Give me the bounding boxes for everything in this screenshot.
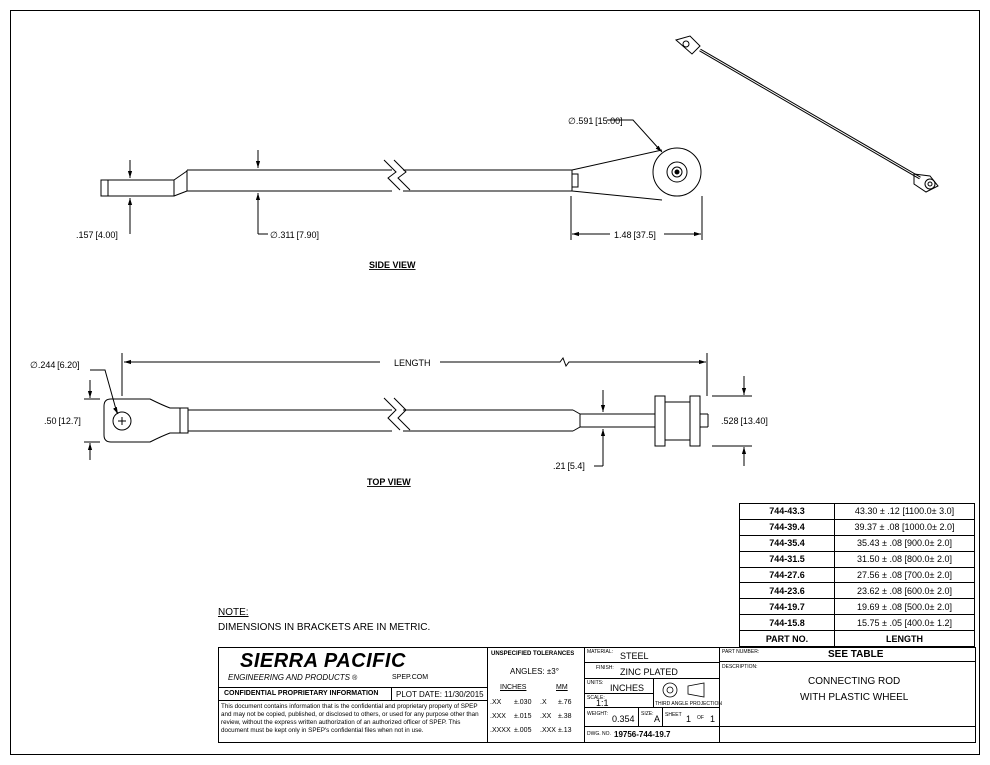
length-table (739, 503, 975, 647)
dim-hole-dia: ∅.244 [6.20] (30, 360, 80, 370)
top-view-label: TOP VIEW (367, 477, 411, 487)
tol-row-2: .XXXX ±.005 .XXX ±.13 (490, 727, 572, 734)
units-label: UNITS: (587, 680, 604, 686)
tol-mm-h: MM (556, 684, 568, 691)
table-row: 744-19.7 19.69 ± .08 [500.0± 2.0] (740, 599, 975, 615)
company-sub: ENGINEERING AND PRODUCTS ® (228, 673, 358, 682)
header-length: LENGTH (835, 631, 975, 647)
company-name: SIERRA PACIFIC (240, 650, 406, 672)
dim-rod-dia: ∅.311 [7.90] (270, 230, 320, 240)
dim-wheel-dia: ∅.591 [15.00] (568, 116, 623, 126)
size-label: SIZE: (641, 711, 654, 717)
tol-inches-h: INCHES (500, 684, 527, 691)
sheet-value: 1 (686, 714, 692, 724)
dim-length: LENGTH (394, 358, 431, 368)
dim-eye-width: .50 [12.7] (44, 416, 81, 426)
tol-row-1: .XXX ±.015 .XX ±.38 (490, 713, 572, 720)
dim-tip-thk: .157 [4.00] (76, 230, 118, 240)
weight-label: WEIGHT: (587, 711, 608, 717)
confidential-text: This document contains information that is the confidential and proprietary property of SPEP and may not be copied, published, or disclosed to others, or used for any purpose other than review, without the express written authorization of an authorized officer of SPEP. This document must be kept only in SPEP's confidential files when not in use. (221, 703, 479, 734)
table-row: 744-15.8 15.75 ± .05 [400.0± 1.2] (740, 615, 975, 631)
dim-end-len: 1.48 [37.5] (614, 230, 656, 240)
dwg-label: DWG. NO. (587, 731, 611, 737)
confidential-heading: CONFIDENTIAL PROPRIETARY INFORMATION (224, 690, 379, 697)
top-view (84, 353, 752, 466)
table-row: 744-31.5 31.50 ± .08 [800.0± 2.0] (740, 551, 975, 567)
company-website: SPEP.COM (392, 674, 429, 681)
weight-value: 0.354 (612, 714, 635, 724)
description-line-2: WITH PLASTIC WHEEL (800, 692, 909, 703)
scale-label: SCALE: (587, 695, 605, 701)
plot-date: PLOT DATE: 11/30/2015 (396, 690, 484, 699)
description-label: DESCRIPTION: (722, 664, 758, 670)
tol-row-0: .XX ±.030 .X ±.76 (490, 699, 572, 706)
table-row: 744-27.6 27.56 ± .08 [700.0± 2.0] (740, 567, 975, 583)
material-value: STEEL (620, 651, 649, 661)
dim-fork-width: .528 [13.40] (721, 416, 768, 426)
table-row: 744-39.4 39.37 ± .08 [1000.0± 2.0] (740, 519, 975, 535)
units-value: INCHES (610, 683, 645, 693)
side-view-label: SIDE VIEW (369, 260, 416, 270)
iso-view (676, 36, 938, 192)
dimension-labels (30, 116, 768, 487)
note-text: DIMENSIONS IN BRACKETS ARE IN METRIC. (218, 622, 431, 633)
scale-value: 1:1 (596, 698, 609, 708)
projection-label: THIRD ANGLE PROJECTION (655, 701, 722, 707)
registered-mark: ® (352, 675, 358, 682)
material-label: MATERIAL: (587, 649, 614, 655)
tol-angles: ANGLES: ±3° (510, 667, 559, 676)
dim-slot-width: .21 [5.4] (553, 461, 585, 471)
note-heading: NOTE: (218, 607, 249, 618)
part-number-value: SEE TABLE (828, 649, 884, 660)
finish-label: FINISH: (596, 665, 614, 671)
header-part: PART NO. (740, 631, 835, 647)
dwg-value: 19756-744-19.7 (614, 730, 671, 739)
third-angle-projection-icon (660, 681, 710, 699)
size-value: A (654, 714, 661, 724)
table-row: 744-43.3 43.30 ± .12 [1100.0± 3.0] (740, 504, 975, 520)
of-value: 1 (710, 714, 716, 724)
part-number-label: PART NUMBER: (722, 649, 760, 655)
plot-divider (391, 687, 392, 701)
of-label: OF (697, 715, 704, 721)
tol-heading: UNSPECIFIED TOLERANCES (491, 651, 575, 657)
sheet-label: SHEET (665, 712, 682, 718)
sheet-divider (662, 707, 663, 727)
table-header-row (740, 631, 975, 647)
table-row: 744-35.4 35.43 ± .08 [900.0± 2.0] (740, 535, 975, 551)
side-view (101, 120, 702, 240)
description-line-1: CONNECTING ROD (808, 676, 901, 687)
table-row: 744-23.6 23.62 ± .08 [600.0± 2.0] (740, 583, 975, 599)
size-divider (638, 707, 639, 727)
finish-value: ZINC PLATED (620, 667, 678, 677)
